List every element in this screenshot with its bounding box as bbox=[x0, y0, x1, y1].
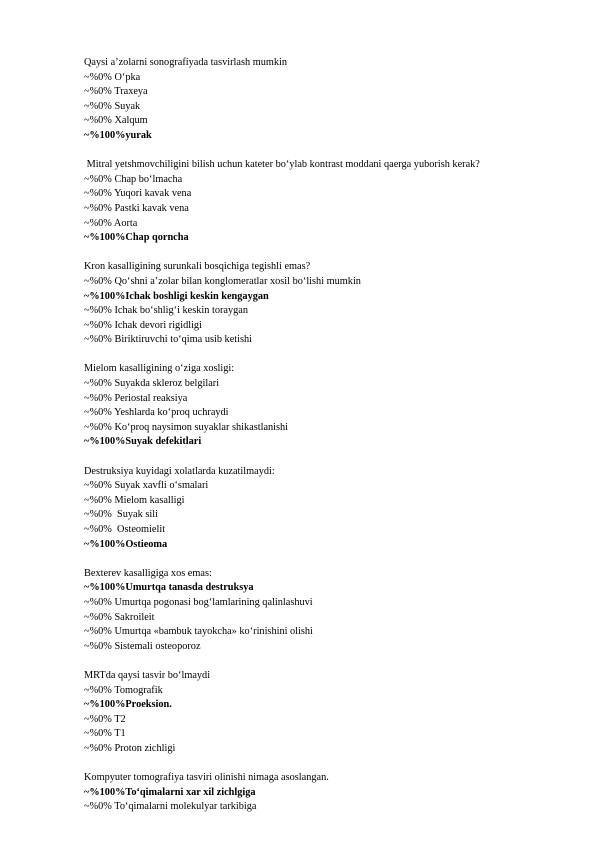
answer-option: ~%0% To‘qimalarni molekulyar tarkibiga bbox=[84, 801, 257, 813]
answer-option: ~%0% Ichak bo‘shlig‘i keskin toraygan bbox=[84, 305, 248, 317]
answer-option: ~%0% Chap bo‘lmacha bbox=[84, 173, 183, 185]
answer-option: ~%0% Biriktiruvchi to‘qima usib ketishi bbox=[84, 334, 253, 346]
answer-option: ~%0% Periostal reaksiya bbox=[84, 392, 188, 404]
test-questions-list bbox=[84, 56, 574, 829]
correct-answer-option: ~%100%Ostieoma bbox=[84, 538, 168, 550]
answer-option: ~%0% Proton zichligi bbox=[84, 742, 176, 754]
correct-answer-option: ~%100%Proeksion. bbox=[84, 699, 172, 711]
correct-answer-option: ~%100%To‘qimalarni xar xil zichlgiga bbox=[84, 786, 256, 798]
answer-option: ~%0% O‘pka bbox=[84, 71, 141, 83]
question-text: MRTda qaysi tasvir bo‘lmaydi bbox=[84, 669, 211, 681]
question-block bbox=[84, 158, 574, 246]
answer-option: ~%0% Tomografik bbox=[84, 684, 163, 696]
question-block bbox=[84, 567, 574, 655]
answer-option: ~%0% Aorta bbox=[84, 217, 138, 229]
correct-answer-option: ~%100%Umurtqa tanasda destruksya bbox=[84, 582, 254, 594]
answer-option: ~%0% Suyak bbox=[84, 100, 141, 112]
question-block bbox=[84, 260, 574, 348]
correct-answer-option: ~%100%yurak bbox=[84, 129, 152, 141]
correct-answer-option: ~%100%Suyak defekitlari bbox=[84, 436, 202, 448]
question-block bbox=[84, 465, 574, 553]
answer-option: ~%0% T1 bbox=[84, 728, 126, 740]
question-text: Mitral yetshmovchiligini bilish uchun kateter bo‘ylab kontrast moddani qaerga yuborish kerak? bbox=[84, 159, 480, 171]
answer-option: ~%0% Ichak devori rigidligi bbox=[84, 319, 202, 331]
answer-option: ~%0% Yuqori kavak vena bbox=[84, 188, 192, 200]
question-block bbox=[84, 362, 574, 450]
answer-option: ~%0% Osteomielit bbox=[84, 524, 166, 535]
answer-option: ~%0% Yeshlarda ko‘proq uchraydi bbox=[84, 407, 229, 419]
answer-option: ~%0% Xalqum bbox=[84, 115, 148, 127]
correct-answer-option: ~%100%Chap qorncha bbox=[84, 232, 189, 244]
question-text: Destruksiya kuyidagi xolatlarda kuzatilmaydi: bbox=[84, 465, 275, 477]
question-block bbox=[84, 669, 574, 757]
answer-option: ~%0% Suyakda skleroz belgilari bbox=[84, 378, 220, 390]
question-block bbox=[84, 771, 574, 815]
answer-option: ~%0% Suyak xavfli o‘smalari bbox=[84, 480, 209, 492]
answer-option: ~%0% Traxeya bbox=[84, 86, 148, 98]
question-text: Kompyuter tomografiya tasviri olinishi nimaga asoslangan. bbox=[84, 772, 329, 784]
answer-option: ~%0% Qo‘shni a’zolar bilan konglomeratlar xosil bo‘lishi mumkin bbox=[84, 275, 361, 287]
answer-option: ~%0% T2 bbox=[84, 713, 126, 725]
answer-option: ~%0% Ko‘proq naysimon suyaklar shikastlanishi bbox=[84, 421, 289, 433]
question-text: Qaysi a’zolarni sonografiyada tasvirlash mumkin bbox=[84, 57, 288, 68]
question-text: Kron kasalligining surunkali bosqichiga tegishli emas? bbox=[84, 261, 311, 273]
answer-option: ~%0% Umurtqa pogonasi bog‘lamlarining qalinlashuvi bbox=[84, 596, 313, 608]
question-text: Bexterev kasalligiga xos emas: bbox=[84, 567, 212, 579]
answer-option: ~%0% Suyak sili bbox=[84, 509, 158, 521]
answer-option: ~%0% Umurtqa «bambuk tayokcha» ko‘rinishini olishi bbox=[84, 626, 313, 638]
answer-option: ~%0% Sakroileit bbox=[84, 611, 155, 623]
question-block bbox=[84, 56, 574, 144]
answer-option: ~%0% Sistemali osteoporoz bbox=[84, 640, 201, 652]
answer-option: ~%0% Pastki kavak vena bbox=[84, 202, 189, 214]
answer-option: ~%0% Mielom kasalligi bbox=[84, 494, 185, 506]
question-text: Mielom kasalligining o‘ziga xosligi: bbox=[84, 363, 235, 375]
correct-answer-option: ~%100%Ichak boshligi keskin kengaygan bbox=[84, 290, 269, 302]
